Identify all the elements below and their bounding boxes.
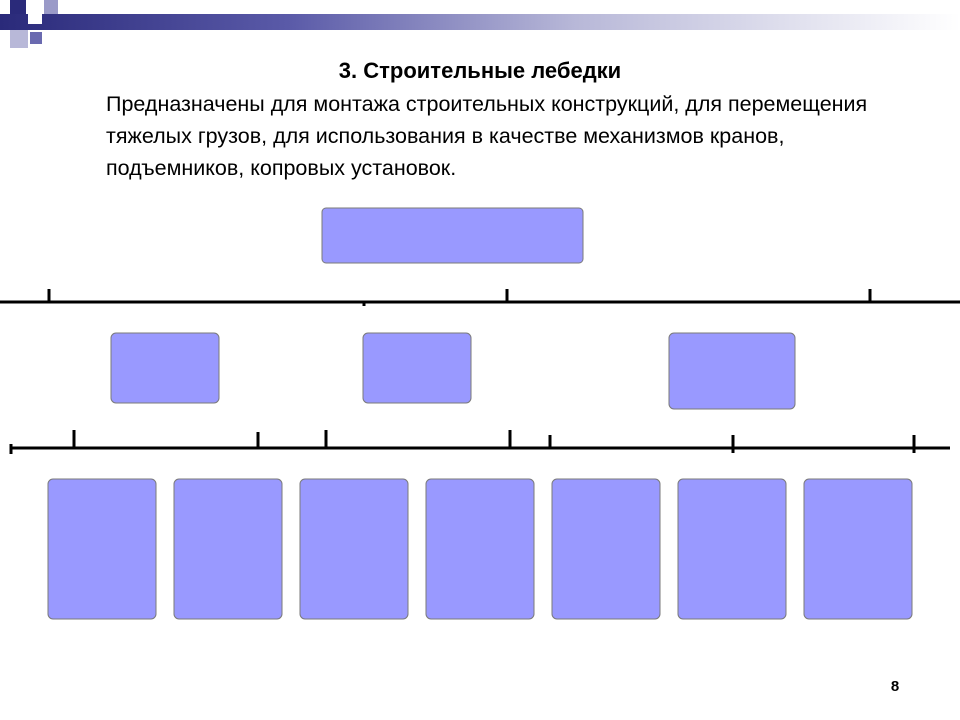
slide-title: 3. Строительные лебедки [338,58,622,83]
slide-body-text: Предназначены для монтажа строительных конструкций, для перемещения тяжелых грузов, для использования в качестве механизмов кранов, подъемников, копровых установок. [106,92,868,180]
diagram-bottom-box-4 [426,479,534,619]
page-number: 8 [890,678,900,695]
diagram-middle-box-3 [669,333,795,409]
diagram-bottom-box-3 [300,479,408,619]
diagram-bottom-box-7 [804,479,912,619]
diagram-middle-box-2 [363,333,471,403]
diagram-bottom-box-6 [678,479,786,619]
diagram-top-box [322,208,583,263]
diagram-bottom-box-5 [552,479,660,619]
diagram-bottom-box-1 [48,479,156,619]
diagram-middle-box-1 [111,333,219,403]
diagram-bottom-box-2 [174,479,282,619]
